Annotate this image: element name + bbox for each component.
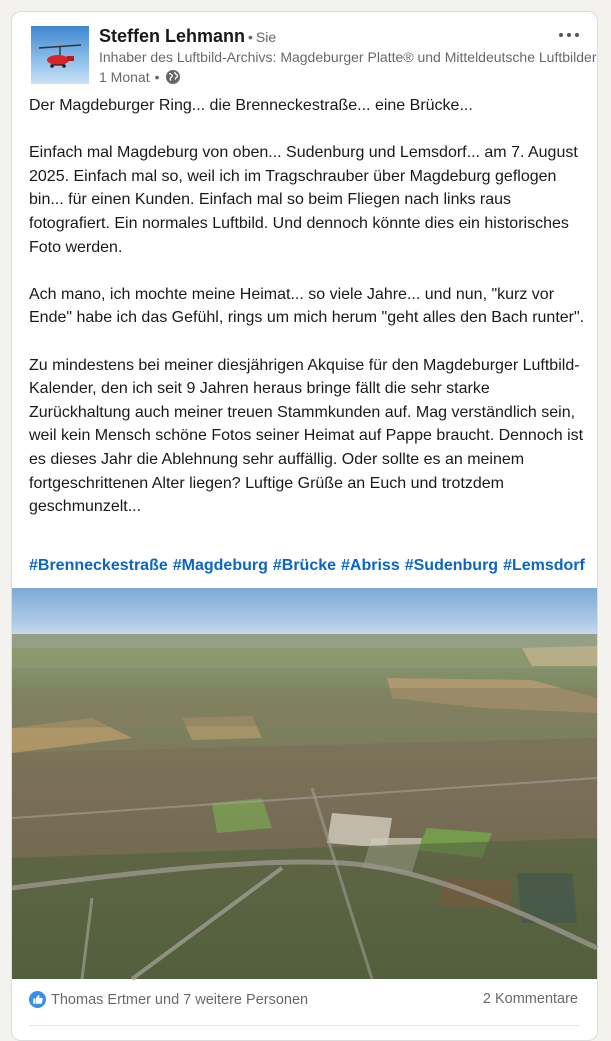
hashtag-link[interactable]: #Brücke	[272, 557, 337, 574]
hashtag-link[interactable]: #Magdeburg	[172, 557, 268, 574]
like-icon	[29, 991, 46, 1008]
hashtag-link[interactable]: #Sudenburg	[404, 557, 499, 574]
post-image[interactable]	[12, 588, 597, 979]
author-name[interactable]: Steffen Lehmann	[99, 26, 246, 46]
post-paragraph: Der Magdeburger Ring... die Brenneckestraße... eine Brücke...	[29, 97, 473, 114]
hashtag-link[interactable]: #Abriss	[341, 557, 400, 574]
post-card	[11, 11, 598, 1041]
comments-count-link[interactable]: 2 Kommentare	[482, 991, 578, 1007]
separator-dot: •	[248, 29, 253, 45]
post-time: 1 Monat	[99, 69, 150, 85]
more-options-button[interactable]	[553, 22, 585, 48]
hashtag-link[interactable]: #Brenneckestraße	[29, 557, 168, 574]
author-line	[99, 26, 276, 47]
author-avatar[interactable]	[31, 26, 89, 84]
author-relation: Sie	[255, 29, 277, 45]
gyrocopter-avatar-image	[31, 26, 89, 84]
post-paragraph: Ach mano, ich mochte meine Heimat... so viele Jahre... und nun, "kurz vor Ende" habe ich das Gefühl, rings um mich herum "geht alles den Bach runter".	[29, 285, 585, 327]
social-counts-bar	[12, 979, 597, 1019]
aerial-city-photo	[12, 588, 597, 979]
hashtag-link[interactable]: #Lemsdorf	[503, 557, 585, 574]
divider	[29, 1025, 580, 1026]
separator-dot: •	[154, 69, 160, 85]
globe-icon	[165, 69, 181, 85]
post-meta	[99, 69, 181, 85]
post-text	[29, 94, 587, 519]
hashtag-list	[29, 557, 589, 575]
reactions-text: Thomas Ertmer und 7 weitere Personen	[51, 991, 309, 1008]
post-paragraph: Einfach mal Magdeburg von oben... Sudenburg und Lemsdorf... am 7. August 2025. Einfach mal so, weil ich im Tragschrauber über Magdeburg geflogen bin... für einen Kunden. Einfach mal so beim Fliegen nach links raus fotografiert. Ein normales Luftbild. Und dennoch könnte dies ein historisches Foto werden.	[29, 144, 578, 256]
author-headline: Inhaber des Luftbild-Archivs: Magdeburger Platte® und Mitteldeutsche Luftbilder	[99, 49, 597, 65]
post-paragraph: Zu mindestens bei meiner diesjährigen Akquise für den Magdeburger Luftbild-Kalender, den ich seit 9 Jahren heraus bringe fällt die sehr starke Zurückhaltung auch meiner treuen Stammkunden auf. Mag verständlich sein, weil kein Mensch schöne Fotos seiner Heimat auf Pappe braucht. Dennoch ist es dieses Jahr die Ablehnung sehr auffällig. Oder sollte es an meinem fortgeschrittenen Alter liegen? Luftige Grüße an Euch und trotzdem geschmunzelt...	[29, 356, 584, 516]
reactions-summary[interactable]	[29, 991, 308, 1008]
more-icon	[558, 32, 580, 38]
